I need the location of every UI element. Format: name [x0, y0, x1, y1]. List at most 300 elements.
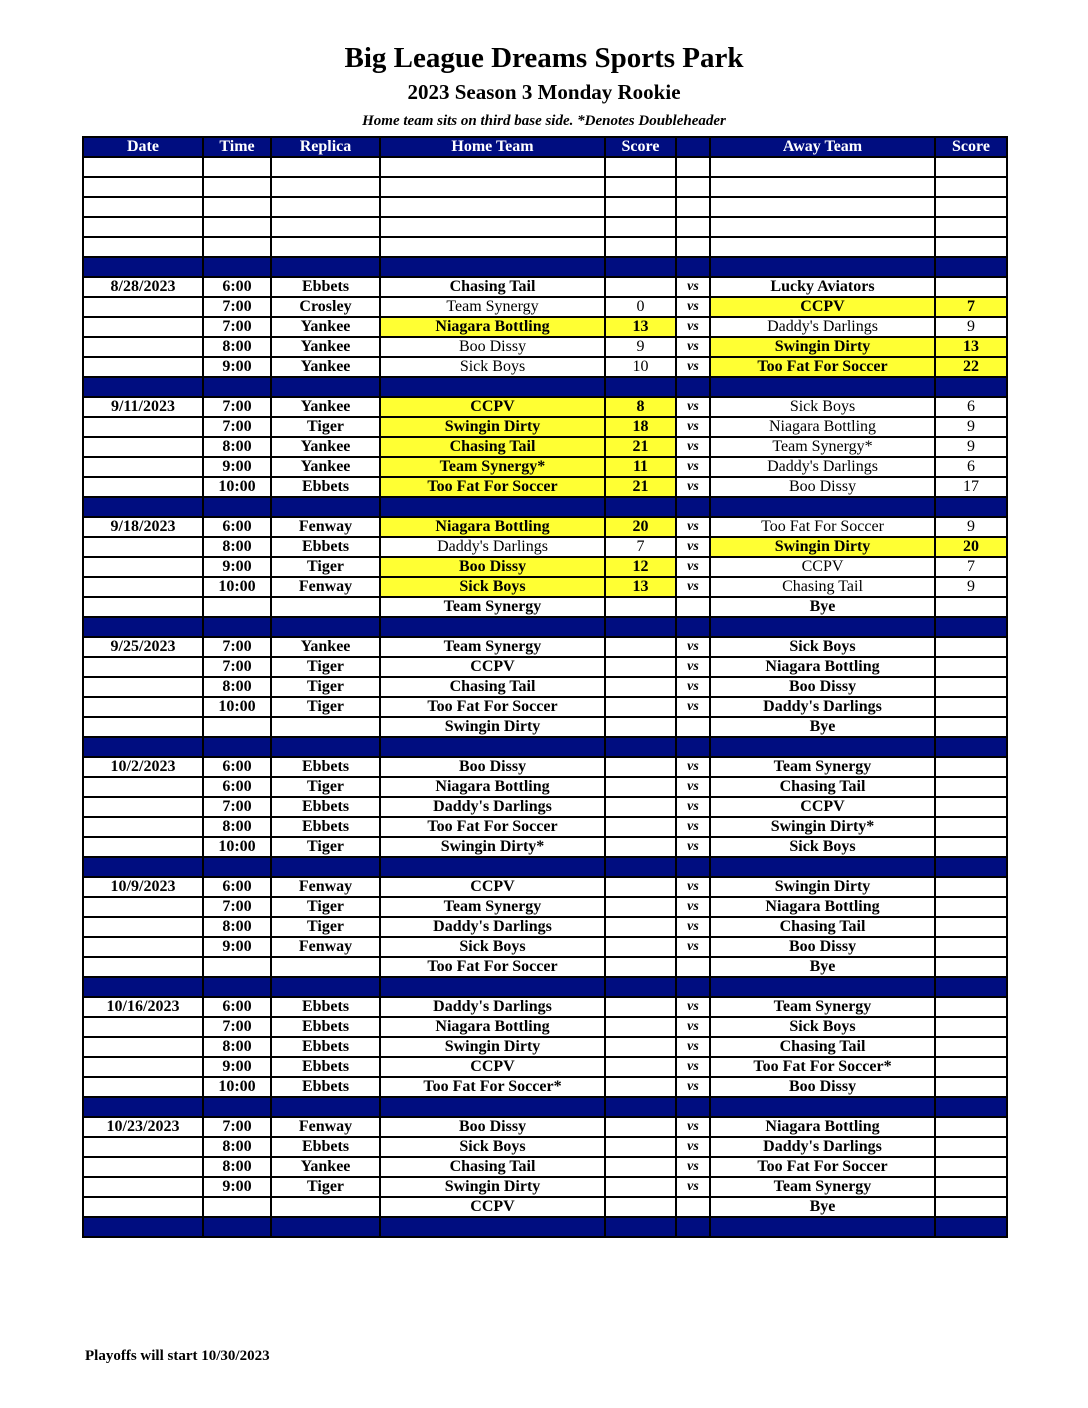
replica-cell: Tiger — [271, 897, 380, 917]
vs-cell: vs — [676, 437, 710, 457]
away-score-cell: 9 — [935, 317, 1007, 337]
away-team-cell: Niagara Bottling — [710, 897, 935, 917]
separator-cell — [271, 737, 380, 757]
date-cell: 10/16/2023 — [83, 997, 203, 1017]
date-cell — [83, 777, 203, 797]
home-team-cell: Niagara Bottling — [380, 1017, 605, 1037]
home-score-cell: 13 — [605, 317, 676, 337]
separator-cell — [676, 857, 710, 877]
time-cell: 9:00 — [203, 557, 271, 577]
replica-cell: Tiger — [271, 677, 380, 697]
home-score-cell — [605, 637, 676, 657]
away-score-cell — [935, 1137, 1007, 1157]
away-score-cell — [935, 1197, 1007, 1217]
time-cell: 6:00 — [203, 517, 271, 537]
replica-cell: Ebbets — [271, 1077, 380, 1097]
away-score-cell: 7 — [935, 297, 1007, 317]
time-cell: 6:00 — [203, 277, 271, 297]
vs-cell — [676, 1197, 710, 1217]
home-team-cell: Team Synergy — [380, 597, 605, 617]
away-score-cell — [935, 197, 1007, 217]
vs-cell: vs — [676, 777, 710, 797]
separator-cell — [710, 497, 935, 517]
separator-cell — [935, 497, 1007, 517]
date-cell — [83, 1077, 203, 1097]
vs-cell: vs — [676, 317, 710, 337]
home-score-cell: 7 — [605, 537, 676, 557]
away-team-cell: Team Synergy — [710, 997, 935, 1017]
week-separator — [83, 377, 1007, 397]
away-score-cell — [935, 797, 1007, 817]
separator-cell — [271, 497, 380, 517]
away-score-cell — [935, 237, 1007, 257]
date-cell — [83, 197, 203, 217]
away-score-cell — [935, 1057, 1007, 1077]
vs-cell: vs — [676, 277, 710, 297]
home-team-cell: Swingin Dirty — [380, 417, 605, 437]
away-score-cell — [935, 657, 1007, 677]
table-row — [83, 657, 1007, 677]
separator-cell — [676, 1097, 710, 1117]
week-separator — [83, 257, 1007, 277]
date-cell — [83, 217, 203, 237]
time-cell: 10:00 — [203, 577, 271, 597]
time-cell — [203, 717, 271, 737]
home-team-cell: Boo Dissy — [380, 1117, 605, 1137]
away-team-cell: Niagara Bottling — [710, 1117, 935, 1137]
table-row — [83, 157, 1007, 177]
home-team-cell: Swingin Dirty* — [380, 837, 605, 857]
home-score-cell — [605, 877, 676, 897]
time-cell — [203, 157, 271, 177]
vs-cell — [676, 597, 710, 617]
table-row — [83, 897, 1007, 917]
separator-cell — [935, 977, 1007, 997]
date-cell — [83, 337, 203, 357]
table-row — [83, 477, 1007, 497]
time-cell: 8:00 — [203, 1157, 271, 1177]
separator-cell — [271, 377, 380, 397]
date-cell — [83, 1017, 203, 1037]
home-team-cell: Swingin Dirty — [380, 1177, 605, 1197]
separator-cell — [676, 257, 710, 277]
vs-cell: vs — [676, 1057, 710, 1077]
vs-cell: vs — [676, 1137, 710, 1157]
date-cell — [83, 177, 203, 197]
separator-cell — [935, 1097, 1007, 1117]
vs-cell: vs — [676, 1017, 710, 1037]
away-team-cell: Daddy's Darlings — [710, 1137, 935, 1157]
replica-cell: Fenway — [271, 877, 380, 897]
away-score-cell: 6 — [935, 397, 1007, 417]
time-cell: 8:00 — [203, 1037, 271, 1057]
home-score-cell — [605, 157, 676, 177]
separator-cell — [935, 377, 1007, 397]
page-title: Big League Dreams Sports Park — [344, 42, 744, 74]
date-cell: 10/9/2023 — [83, 877, 203, 897]
away-score-cell: 22 — [935, 357, 1007, 377]
replica-cell: Tiger — [271, 917, 380, 937]
away-score-cell — [935, 997, 1007, 1017]
away-team-cell: Swingin Dirty — [710, 537, 935, 557]
separator-cell — [380, 857, 605, 877]
away-score-cell — [935, 697, 1007, 717]
table-row — [83, 797, 1007, 817]
date-cell — [83, 937, 203, 957]
away-team-cell: CCPV — [710, 557, 935, 577]
vs-cell: vs — [676, 557, 710, 577]
away-team-cell: Too Fat For Soccer — [710, 517, 935, 537]
home-score-cell — [605, 197, 676, 217]
separator-cell — [710, 1217, 935, 1237]
col-home-score: Score — [605, 137, 676, 157]
away-team-cell: Daddy's Darlings — [710, 457, 935, 477]
home-team-cell: Daddy's Darlings — [380, 917, 605, 937]
replica-cell: Tiger — [271, 777, 380, 797]
separator-cell — [203, 1217, 271, 1237]
home-team-cell: CCPV — [380, 1057, 605, 1077]
away-score-cell — [935, 1177, 1007, 1197]
date-cell: 9/18/2023 — [83, 517, 203, 537]
separator-cell — [676, 617, 710, 637]
separator-cell — [203, 377, 271, 397]
vs-cell: vs — [676, 657, 710, 677]
home-team-cell: Sick Boys — [380, 937, 605, 957]
separator-cell — [203, 497, 271, 517]
replica-cell: Ebbets — [271, 1137, 380, 1157]
replica-cell: Fenway — [271, 1117, 380, 1137]
separator-cell — [935, 857, 1007, 877]
away-team-cell — [710, 177, 935, 197]
home-score-cell — [605, 717, 676, 737]
playoffs-note: Playoffs will start 10/30/2023 — [85, 1348, 270, 1364]
vs-cell — [676, 177, 710, 197]
away-team-cell: Bye — [710, 1197, 935, 1217]
schedule-table — [82, 136, 1008, 1238]
home-team-cell — [380, 217, 605, 237]
vs-cell: vs — [676, 337, 710, 357]
away-score-cell — [935, 217, 1007, 237]
away-team-cell: Too Fat For Soccer — [710, 357, 935, 377]
home-score-cell — [605, 697, 676, 717]
replica-cell: Fenway — [271, 577, 380, 597]
separator-cell — [83, 257, 203, 277]
separator-cell — [271, 977, 380, 997]
table-row — [83, 577, 1007, 597]
replica-cell: Ebbets — [271, 1057, 380, 1077]
replica-cell: Tiger — [271, 657, 380, 677]
away-team-cell: Niagara Bottling — [710, 657, 935, 677]
date-cell — [83, 1137, 203, 1157]
date-cell — [83, 237, 203, 257]
date-cell — [83, 917, 203, 937]
home-team-cell: CCPV — [380, 397, 605, 417]
date-cell — [83, 717, 203, 737]
home-score-cell — [605, 1177, 676, 1197]
away-team-cell: Sick Boys — [710, 397, 935, 417]
away-score-cell — [935, 817, 1007, 837]
away-score-cell — [935, 1077, 1007, 1097]
home-score-cell: 0 — [605, 297, 676, 317]
home-team-cell — [380, 157, 605, 177]
away-score-cell: 6 — [935, 457, 1007, 477]
away-score-cell — [935, 917, 1007, 937]
date-cell — [83, 1197, 203, 1217]
separator-cell — [380, 1097, 605, 1117]
away-score-cell — [935, 177, 1007, 197]
away-score-cell — [935, 837, 1007, 857]
separator-cell — [203, 257, 271, 277]
home-score-cell — [605, 937, 676, 957]
away-team-cell — [710, 197, 935, 217]
away-team-cell: Team Synergy — [710, 757, 935, 777]
col-date: Date — [83, 137, 203, 157]
date-cell — [83, 597, 203, 617]
week-separator — [83, 1097, 1007, 1117]
away-team-cell: Bye — [710, 597, 935, 617]
date-cell — [83, 697, 203, 717]
replica-cell: Tiger — [271, 557, 380, 577]
table-row — [83, 517, 1007, 537]
separator-cell — [605, 1217, 676, 1237]
home-score-cell — [605, 1077, 676, 1097]
week-separator — [83, 497, 1007, 517]
vs-cell: vs — [676, 477, 710, 497]
col-away-score: Score — [935, 137, 1007, 157]
home-team-cell: Too Fat For Soccer* — [380, 1077, 605, 1097]
replica-cell — [271, 217, 380, 237]
col-replica: Replica — [271, 137, 380, 157]
table-row — [83, 437, 1007, 457]
time-cell: 9:00 — [203, 1177, 271, 1197]
separator-cell — [676, 377, 710, 397]
home-score-cell — [605, 657, 676, 677]
separator-cell — [380, 617, 605, 637]
time-cell: 10:00 — [203, 697, 271, 717]
col-away-team: Away Team — [710, 137, 935, 157]
replica-cell — [271, 1197, 380, 1217]
separator-cell — [380, 377, 605, 397]
time-cell — [203, 597, 271, 617]
vs-cell — [676, 197, 710, 217]
time-cell: 9:00 — [203, 357, 271, 377]
home-team-cell: Chasing Tail — [380, 277, 605, 297]
replica-cell: Yankee — [271, 337, 380, 357]
separator-cell — [83, 497, 203, 517]
replica-cell: Ebbets — [271, 817, 380, 837]
home-team-cell: Sick Boys — [380, 1137, 605, 1157]
away-team-cell: Boo Dissy — [710, 937, 935, 957]
col-time: Time — [203, 137, 271, 157]
col-home-team: Home Team — [380, 137, 605, 157]
separator-cell — [605, 497, 676, 517]
replica-cell — [271, 197, 380, 217]
separator-cell — [605, 737, 676, 757]
separator-cell — [203, 857, 271, 877]
date-cell — [83, 457, 203, 477]
away-team-cell: Swingin Dirty — [710, 337, 935, 357]
away-team-cell — [710, 237, 935, 257]
separator-cell — [83, 617, 203, 637]
replica-cell: Yankee — [271, 637, 380, 657]
away-score-cell: 9 — [935, 577, 1007, 597]
away-team-cell: Chasing Tail — [710, 577, 935, 597]
replica-cell — [271, 177, 380, 197]
away-team-cell: Swingin Dirty — [710, 877, 935, 897]
away-score-cell — [935, 877, 1007, 897]
away-team-cell: Daddy's Darlings — [710, 317, 935, 337]
separator-cell — [380, 497, 605, 517]
home-score-cell — [605, 757, 676, 777]
separator-cell — [605, 377, 676, 397]
replica-cell — [271, 597, 380, 617]
home-team-cell: Too Fat For Soccer — [380, 697, 605, 717]
date-cell — [83, 437, 203, 457]
table-row — [83, 777, 1007, 797]
date-cell — [83, 957, 203, 977]
time-cell: 7:00 — [203, 637, 271, 657]
away-team-cell: CCPV — [710, 797, 935, 817]
home-score-cell — [605, 1017, 676, 1037]
home-team-cell — [380, 177, 605, 197]
table-row — [83, 717, 1007, 737]
home-team-cell: Too Fat For Soccer — [380, 817, 605, 837]
table-row — [83, 317, 1007, 337]
time-cell — [203, 177, 271, 197]
table-row — [83, 1137, 1007, 1157]
separator-cell — [605, 857, 676, 877]
table-row — [83, 397, 1007, 417]
separator-cell — [935, 1217, 1007, 1237]
away-score-cell — [935, 1157, 1007, 1177]
time-cell: 9:00 — [203, 457, 271, 477]
home-team-cell: CCPV — [380, 1197, 605, 1217]
page-subtitle: 2023 Season 3 Monday Rookie — [407, 80, 681, 104]
time-cell: 10:00 — [203, 837, 271, 857]
replica-cell: Yankee — [271, 1157, 380, 1177]
home-score-cell: 20 — [605, 517, 676, 537]
table-row — [83, 1197, 1007, 1217]
separator-cell — [380, 257, 605, 277]
away-score-cell: 7 — [935, 557, 1007, 577]
away-score-cell — [935, 937, 1007, 957]
away-team-cell: Team Synergy* — [710, 437, 935, 457]
away-score-cell — [935, 777, 1007, 797]
time-cell: 9:00 — [203, 937, 271, 957]
away-score-cell — [935, 1037, 1007, 1057]
vs-cell: vs — [676, 677, 710, 697]
replica-cell — [271, 957, 380, 977]
time-cell: 8:00 — [203, 677, 271, 697]
date-cell: 9/25/2023 — [83, 637, 203, 657]
vs-cell: vs — [676, 297, 710, 317]
vs-cell: vs — [676, 1177, 710, 1197]
date-cell — [83, 297, 203, 317]
away-team-cell: CCPV — [710, 297, 935, 317]
away-score-cell: 17 — [935, 477, 1007, 497]
replica-cell: Yankee — [271, 397, 380, 417]
away-team-cell: Sick Boys — [710, 637, 935, 657]
date-cell: 10/2/2023 — [83, 757, 203, 777]
week-separator — [83, 737, 1007, 757]
home-score-cell: 21 — [605, 437, 676, 457]
away-team-cell: Boo Dissy — [710, 1077, 935, 1097]
vs-cell — [676, 717, 710, 737]
table-row — [83, 1017, 1007, 1037]
week-separator — [83, 617, 1007, 637]
vs-cell: vs — [676, 537, 710, 557]
home-team-cell: Sick Boys — [380, 357, 605, 377]
separator-cell — [710, 377, 935, 397]
home-score-cell — [605, 237, 676, 257]
table-row — [83, 1177, 1007, 1197]
away-score-cell — [935, 597, 1007, 617]
away-score-cell: 20 — [935, 537, 1007, 557]
date-cell — [83, 897, 203, 917]
home-team-cell: Team Synergy — [380, 897, 605, 917]
home-score-cell — [605, 677, 676, 697]
away-team-cell: Too Fat For Soccer — [710, 1157, 935, 1177]
home-score-cell: 9 — [605, 337, 676, 357]
separator-cell — [380, 977, 605, 997]
vs-cell: vs — [676, 937, 710, 957]
separator-cell — [676, 1217, 710, 1237]
table-row — [83, 217, 1007, 237]
separator-cell — [605, 1097, 676, 1117]
table-row — [83, 1037, 1007, 1057]
home-team-cell: Niagara Bottling — [380, 317, 605, 337]
away-team-cell — [710, 217, 935, 237]
home-score-cell — [605, 897, 676, 917]
replica-cell: Tiger — [271, 1177, 380, 1197]
replica-cell: Tiger — [271, 417, 380, 437]
header-row — [83, 137, 1007, 157]
vs-cell: vs — [676, 897, 710, 917]
home-score-cell — [605, 1117, 676, 1137]
date-cell — [83, 1057, 203, 1077]
home-team-cell: Team Synergy — [380, 637, 605, 657]
replica-cell — [271, 237, 380, 257]
vs-cell: vs — [676, 917, 710, 937]
vs-cell: vs — [676, 457, 710, 477]
date-cell: 8/28/2023 — [83, 277, 203, 297]
away-team-cell: Niagara Bottling — [710, 417, 935, 437]
table-row — [83, 837, 1007, 857]
away-team-cell: Boo Dissy — [710, 477, 935, 497]
table-row — [83, 637, 1007, 657]
time-cell: 6:00 — [203, 877, 271, 897]
separator-cell — [676, 737, 710, 757]
home-team-cell: Sick Boys — [380, 577, 605, 597]
separator-cell — [710, 257, 935, 277]
separator-cell — [203, 977, 271, 997]
date-cell — [83, 657, 203, 677]
away-team-cell: Sick Boys — [710, 837, 935, 857]
home-score-cell: 11 — [605, 457, 676, 477]
table-row — [83, 557, 1007, 577]
home-team-cell: Too Fat For Soccer — [380, 957, 605, 977]
date-cell — [83, 817, 203, 837]
home-score-cell — [605, 1137, 676, 1157]
doubleheader-note: Home team sits on third base side. *Denotes Doubleheader — [362, 113, 726, 129]
replica-cell: Yankee — [271, 457, 380, 477]
table-row — [83, 917, 1007, 937]
separator-cell — [710, 1097, 935, 1117]
replica-cell — [271, 157, 380, 177]
date-cell — [83, 157, 203, 177]
away-team-cell: Sick Boys — [710, 1017, 935, 1037]
home-score-cell — [605, 1157, 676, 1177]
